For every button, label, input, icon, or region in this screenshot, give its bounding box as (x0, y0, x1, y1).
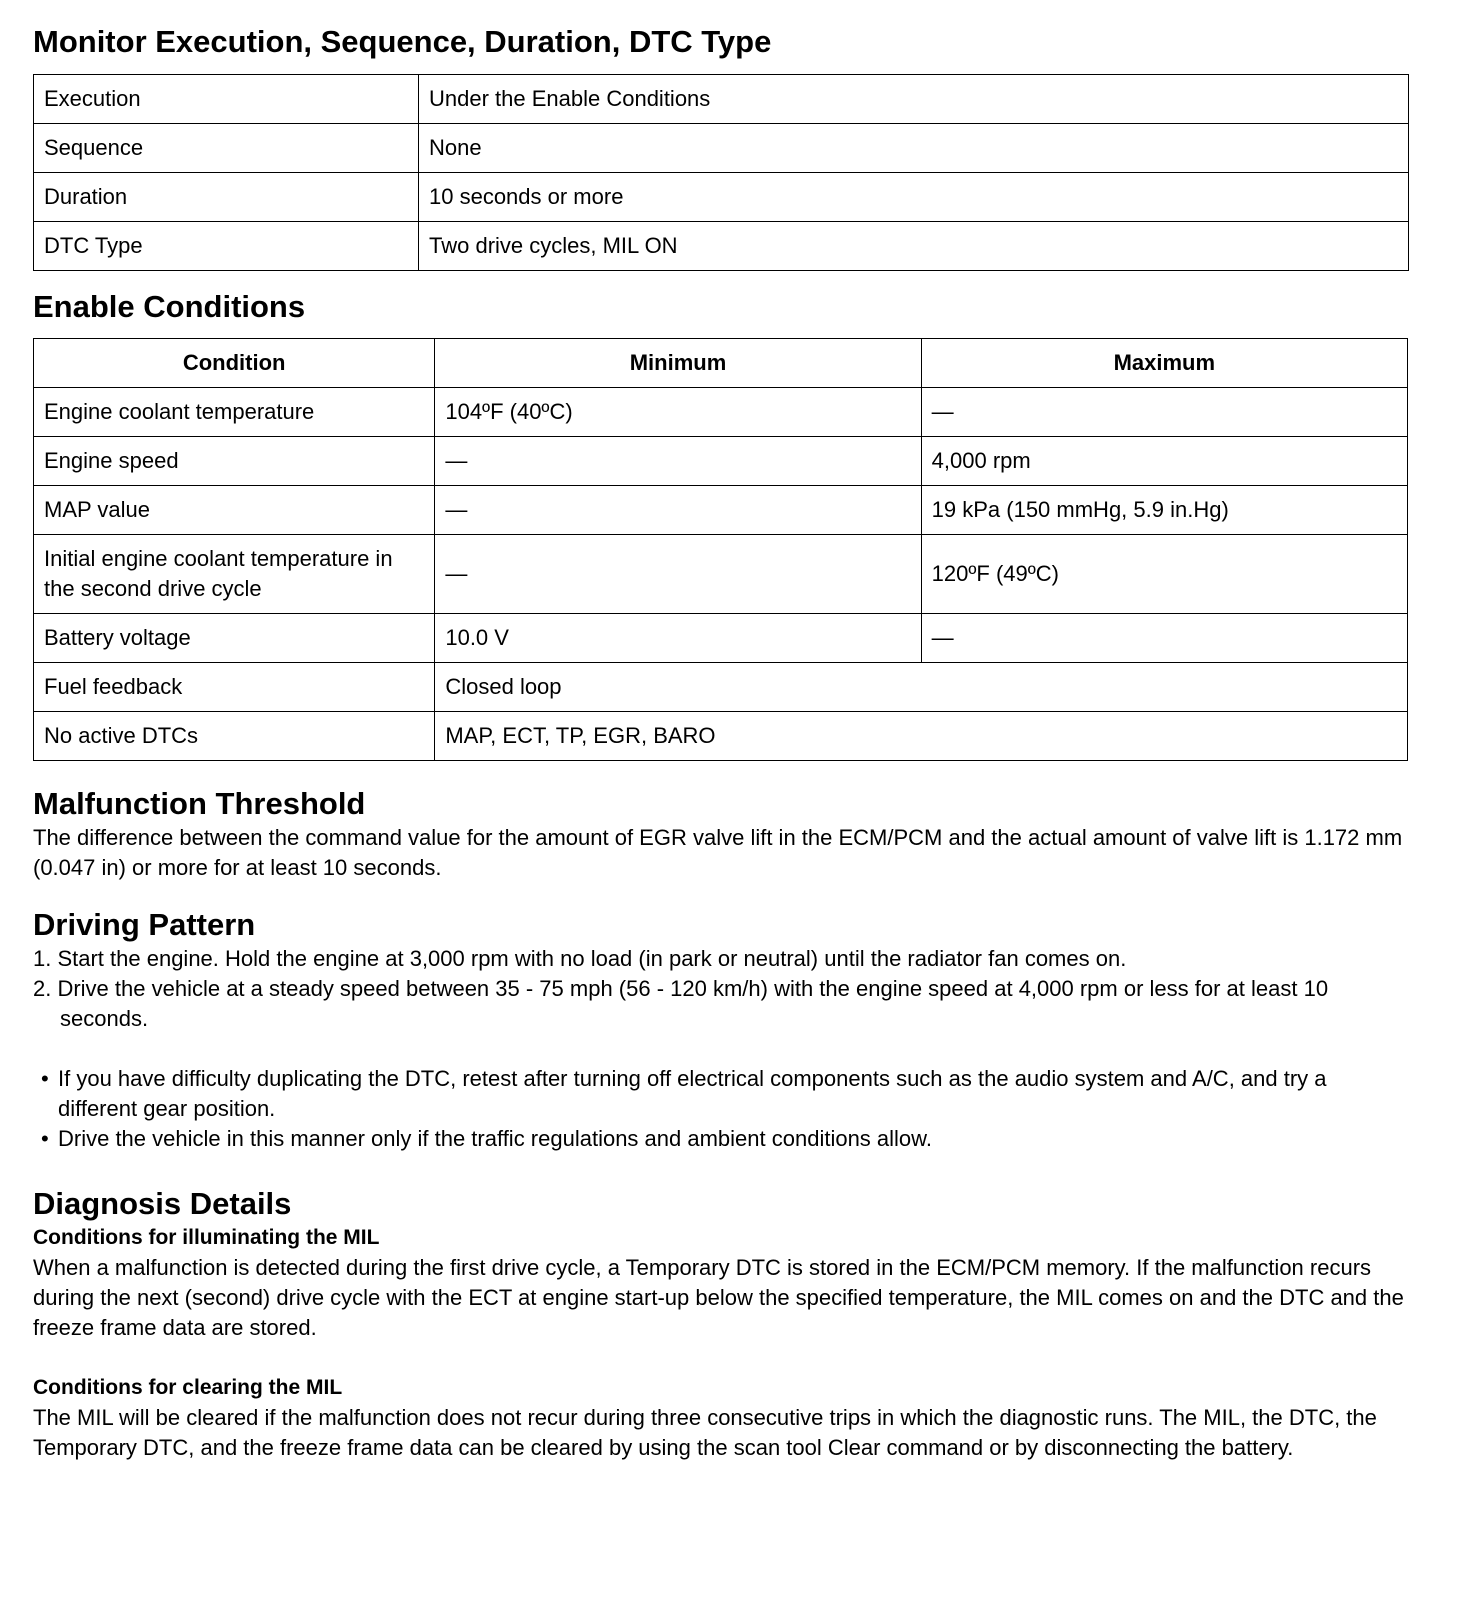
monitor-table (33, 74, 1409, 271)
enable-section-title: Enable Conditions (33, 289, 306, 324)
clearing-subtitle: Conditions for clearing the MIL (33, 1376, 343, 1399)
minimum-cell: 10.0 V (435, 614, 921, 663)
maximum-cell: — (921, 614, 1407, 663)
note-text: Drive the vehicle in this manner only if the traffic regulations and ambient conditions allow. (58, 1126, 932, 1151)
monitor-value: Two drive cycles, MIL ON (419, 222, 1409, 271)
header-condition: Condition (34, 339, 435, 388)
condition-cell: Fuel feedback (34, 663, 435, 712)
table-row (34, 173, 1409, 222)
diagnosis-section-title: Diagnosis Details (33, 1186, 292, 1221)
maximum-cell: 120ºF (49ºC) (921, 535, 1407, 614)
table-row (34, 222, 1409, 271)
driving-section-title: Driving Pattern (33, 907, 256, 942)
table-row (34, 388, 1408, 437)
clearing-text: The MIL will be cleared if the malfunction does not recur during three consecutive trips in which the diagnostic runs. The MIL, the DTC, the Temporary DTC, and the freeze frame data can be cleared by using the scan tool Clear command or by disconnecting the battery. (33, 1405, 1377, 1460)
monitor-section-title: Monitor Execution, Sequence, Duration, DTC Type (33, 24, 772, 59)
monitor-value: None (419, 124, 1409, 173)
table-row (34, 437, 1408, 486)
illuminating-text: When a malfunction is detected during the first drive cycle, a Temporary DTC is stored in the ECM/PCM memory. If the malfunction recurs during the next (second) drive cycle with the ECT at engine start-up below the specified temperature, the MIL comes on and the DTC and the freeze frame data are stored. (33, 1255, 1404, 1340)
monitor-label: DTC Type (34, 222, 419, 271)
list-item: 1. Start the engine. Hold the engine at 3,000 rpm with no load (in park or neutral) until the radiator fan comes on. (33, 946, 1127, 971)
note-text: If you have difficulty duplicating the DTC, retest after turning off electrical components such as the audio system and A/C, and try a different gear position. (58, 1066, 1327, 1121)
table-row (34, 486, 1408, 535)
bullet-icon: • (41, 1126, 49, 1151)
driving-steps-list (33, 944, 1408, 1034)
enable-conditions-table (33, 338, 1408, 761)
list-item: 2. Drive the vehicle at a steady speed between 35 - 75 mph (56 - 120 km/h) with the engine speed at 4,000 rpm or less for at least 10 seconds. (33, 976, 1329, 1031)
table-row (34, 75, 1409, 124)
list-item (33, 1124, 1408, 1154)
condition-cell: Initial engine coolant temperature in the second drive cycle (34, 535, 435, 614)
span-value-cell: MAP, ECT, TP, EGR, BARO (435, 712, 1408, 761)
malfunction-threshold-text: The difference between the command value for the amount of EGR valve lift in the ECM/PCM and the actual amount of valve lift is 1.172 mm (0.047 in) or more for at least 10 seconds. (33, 825, 1403, 880)
monitor-value: Under the Enable Conditions (419, 75, 1409, 124)
table-row (34, 614, 1408, 663)
condition-cell: MAP value (34, 486, 435, 535)
list-item (33, 1064, 1408, 1124)
monitor-label: Duration (34, 173, 419, 222)
malfunction-section-title: Malfunction Threshold (33, 786, 366, 821)
minimum-cell: — (435, 486, 921, 535)
driving-notes-list (33, 1064, 1408, 1154)
bullet-icon: • (41, 1066, 49, 1091)
maximum-cell: 19 kPa (150 mmHg, 5.9 in.Hg) (921, 486, 1407, 535)
table-row (34, 124, 1409, 173)
condition-cell: Engine coolant temperature (34, 388, 435, 437)
condition-cell: Engine speed (34, 437, 435, 486)
illuminating-subtitle: Conditions for illuminating the MIL (33, 1226, 380, 1249)
condition-cell: Battery voltage (34, 614, 435, 663)
monitor-value: 10 seconds or more (419, 173, 1409, 222)
maximum-cell: — (921, 388, 1407, 437)
document-page (33, 18, 1408, 1463)
table-row (34, 712, 1408, 761)
monitor-label: Sequence (34, 124, 419, 173)
header-maximum: Maximum (921, 339, 1407, 388)
table-header-row (34, 339, 1408, 388)
table-row (34, 535, 1408, 614)
table-row (34, 663, 1408, 712)
maximum-cell: 4,000 rpm (921, 437, 1407, 486)
minimum-cell: 104ºF (40ºC) (435, 388, 921, 437)
condition-cell: No active DTCs (34, 712, 435, 761)
header-minimum: Minimum (435, 339, 921, 388)
minimum-cell: — (435, 535, 921, 614)
span-value-cell: Closed loop (435, 663, 1408, 712)
monitor-label: Execution (34, 75, 419, 124)
minimum-cell: — (435, 437, 921, 486)
